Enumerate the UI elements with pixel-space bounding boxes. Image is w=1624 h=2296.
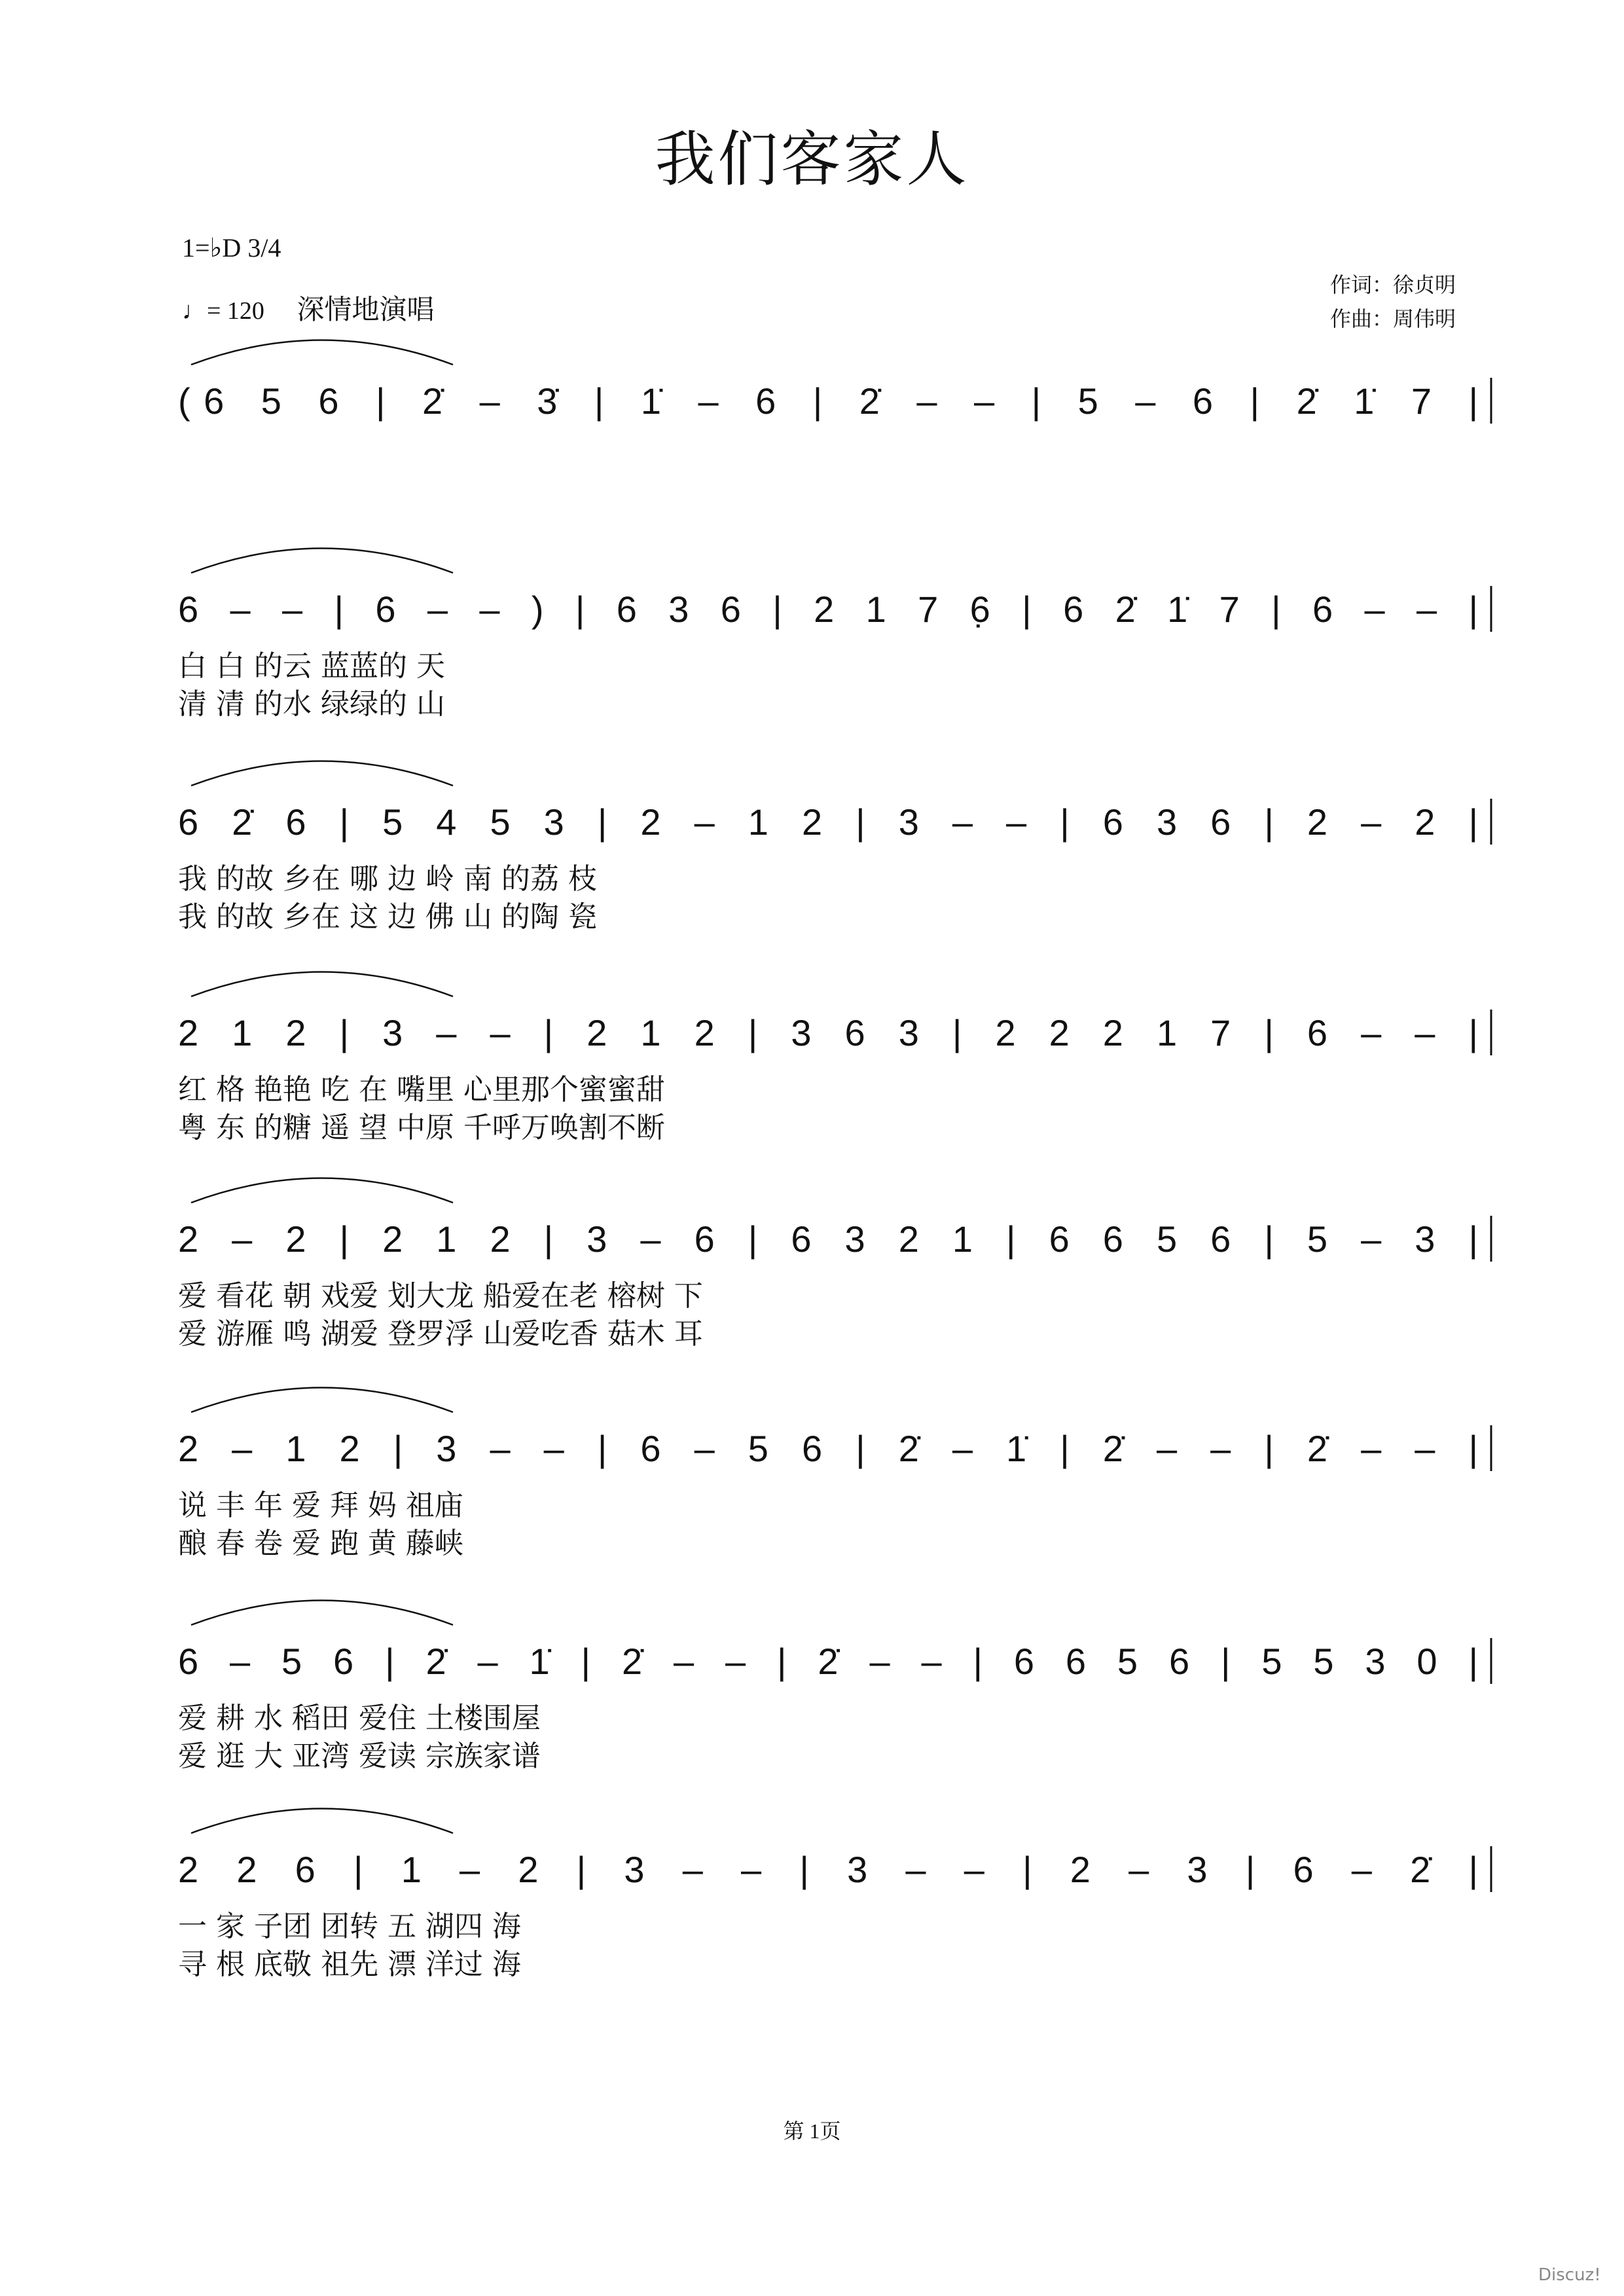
lyric-line: 爱 游雁 鸣 湖爱 登罗浮 山爱吃香 菇木 耳: [178, 1317, 703, 1351]
notation-line: 2 2 6 | 1 – 2 | 3 – – | 3 – – | 2 – 3 | 6 – 2̇ |: [178, 1849, 1478, 1890]
score-system: [178, 972, 1491, 1145]
notation-line: 2 1 2 | 3 – – | 2 1 2 | 3 6 3 | 2 2 2 1 7 | 6 – – |: [178, 1012, 1479, 1053]
slur-mark: [191, 1601, 453, 1626]
slur-mark: [191, 761, 453, 786]
slur-mark: [191, 1388, 453, 1413]
expression-marking: 深情地演唱: [297, 293, 435, 325]
score-system: [178, 1388, 1491, 1561]
lyric-line: 白 白 的云 蓝蓝的 天: [178, 649, 445, 683]
slur-mark: [191, 1178, 453, 1203]
score-system: [178, 1809, 1491, 1982]
notation-line: 6 – – | 6 – – ) | 6 3 6 | 2 1 7 6̣ | 6 2̇ 1̇ 7 | 6 – – |: [178, 589, 1478, 630]
song-title: 我们客家人: [655, 124, 969, 194]
slur-mark: [191, 972, 453, 997]
notation-line: 2 – 1 2 | 3 – – | 6 – 5 6 | 2̇ – 1̇ | 2̇ – – | 2̇ – – |: [178, 1428, 1479, 1469]
score-system: [178, 1178, 1491, 1351]
slur-mark: [191, 1809, 453, 1834]
lyric-line: 清 清 的水 绿绿的 山: [178, 687, 445, 721]
lyric-line: 我 的故 乡在 哪 边 岭 南 的荔 枝: [178, 862, 597, 896]
score-system: [178, 761, 1491, 934]
score-system: [178, 1601, 1491, 1774]
watermark-text: Discuz!: [1538, 2265, 1601, 2285]
lyric-line: 爱 耕 水 稻田 爱住 土楼围屋: [178, 1702, 541, 1735]
lyricist-credit: 作词：徐贞明: [1330, 272, 1456, 297]
tempo-value: ♩= 120: [182, 297, 264, 325]
page-number: 第 1页: [783, 2119, 841, 2143]
lyric-line: 寻 根 底敬 祖先 漂 洋过 海: [178, 1948, 521, 1981]
score-system: [178, 549, 1491, 721]
key-signature: 1=♭D 3/4: [182, 233, 281, 263]
notation-line: 6 2̇ 6 | 5 4 5 3 | 2 – 1 2 | 3 – – | 6 3 6 | 2 – 2 |: [178, 801, 1479, 843]
lyric-line: 红 格 艳艳 吃 在 嘴里 心里那个蜜蜜甜: [178, 1073, 665, 1106]
slur-mark: [191, 340, 453, 365]
lyric-line: 一 家 子团 团转 五 湖四 海: [178, 1910, 521, 1943]
score-system: [178, 340, 1491, 424]
notation-line: (6 5 6 | 2̇ – 3̇ | 1̇ – 6 | 2̇ – – | 5 – 6 | 2̇ 1̇ 7 |: [178, 380, 1478, 422]
lyric-line: 说 丰 年 爱 拜 妈 祖庙: [178, 1489, 463, 1522]
lyric-line: 爱 逛 大 亚湾 爱读 宗族家谱: [178, 1740, 541, 1773]
notation-line: 2 – 2 | 2 1 2 | 3 – 6 | 6 3 2 1 | 6 6 5 6 | 5 – 3 |: [178, 1218, 1479, 1260]
slur-mark: [191, 549, 453, 574]
lyric-line: 酿 春 卷 爱 跑 黄 藤峡: [178, 1527, 463, 1560]
composer-credit: 作曲：周伟明: [1330, 306, 1456, 331]
lyric-line: 粤 东 的糖 遥 望 中原 千呼万唤割不断: [178, 1111, 665, 1144]
notation-line: 6 – 5 6 | 2̇ – 1̇ | 2̇ – – | 2̇ – – | 6 6 5 6 | 5 5 3 0 |: [178, 1641, 1479, 1682]
lyric-line: 爱 看花 朝 戏爱 划大龙 船爱在老 榕树 下: [178, 1279, 703, 1313]
lyric-line: 我 的故 乡在 这 边 佛 山 的陶 瓷: [178, 900, 597, 934]
